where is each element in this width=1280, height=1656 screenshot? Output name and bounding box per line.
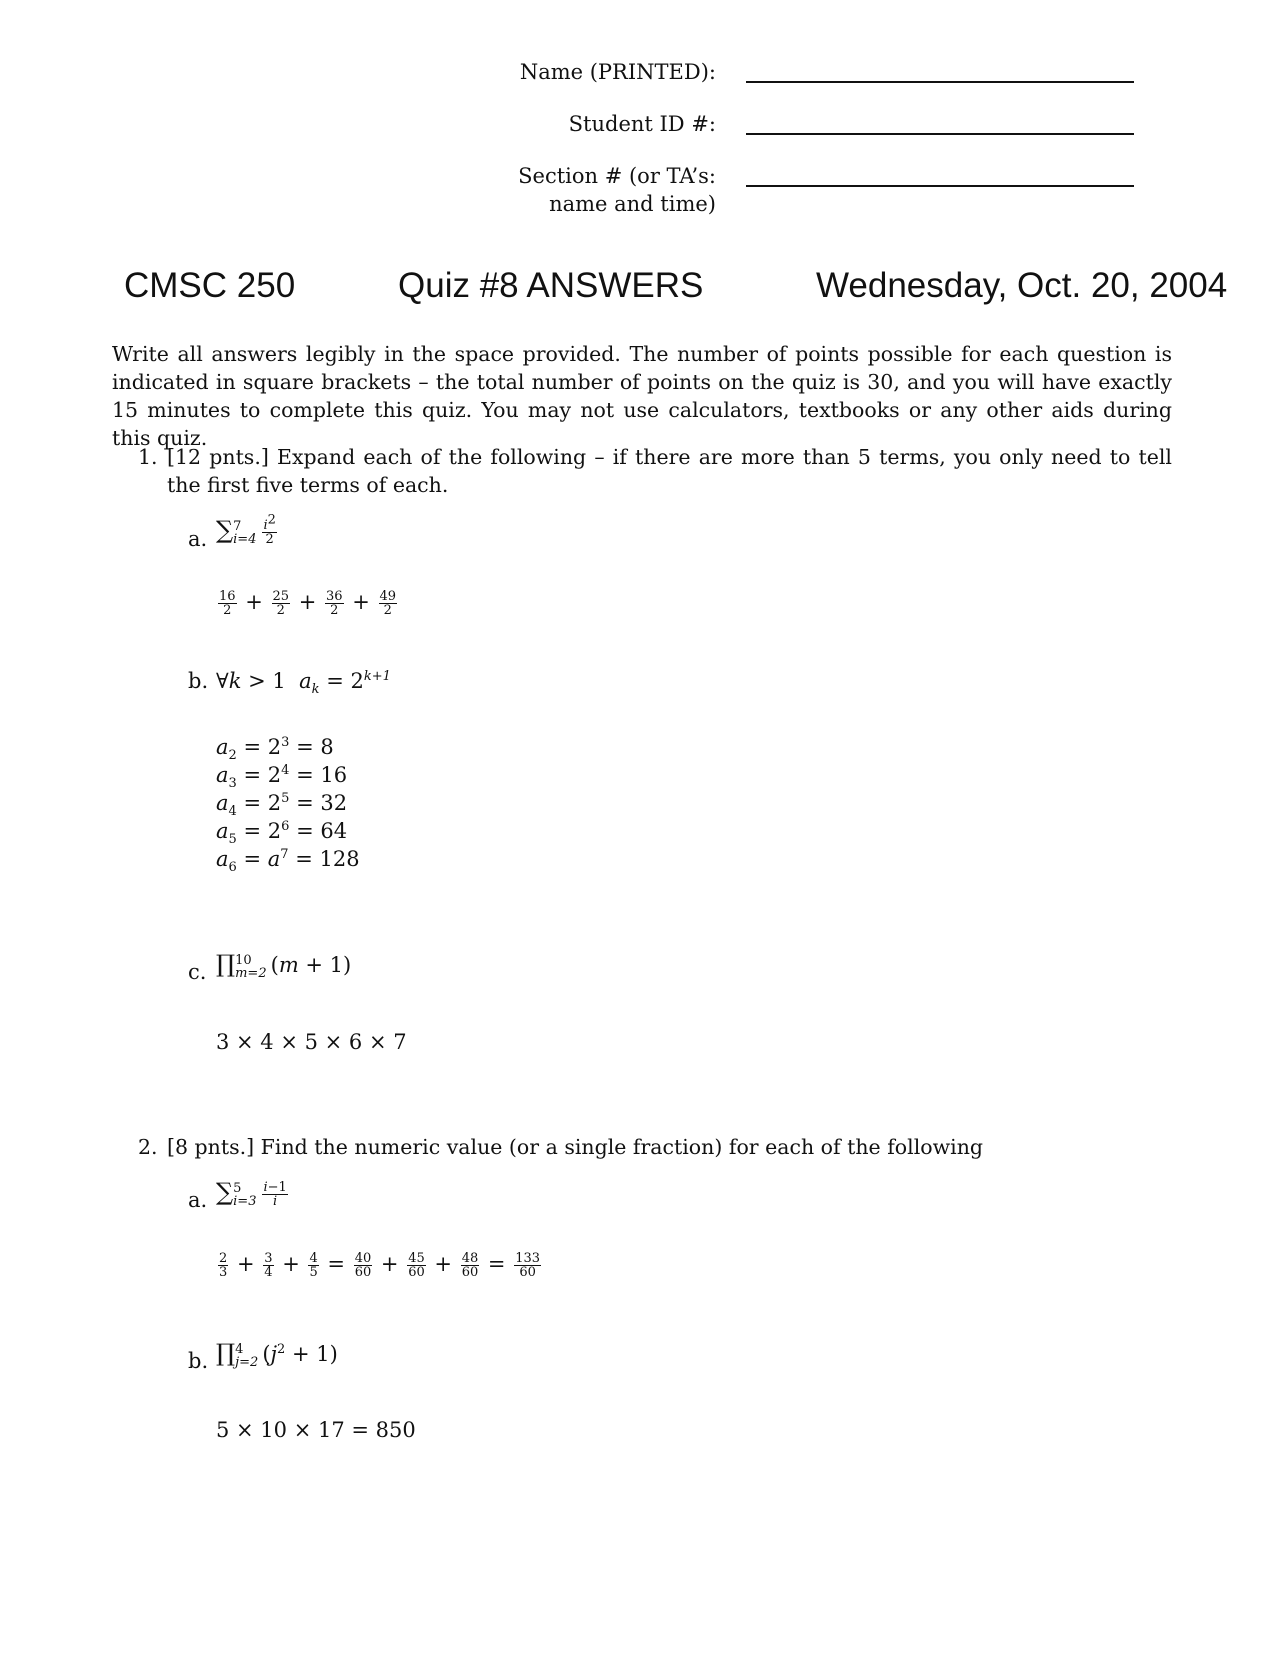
q2a-answer: $\frac{2}{3}$ + $\frac{3}{4}$ + $\frac{4}{5}$ = $\frac{40}{60}$ + $\frac{45}{60}$ + $\frac{48}{60}$ = $\frac{133}{60}$ xyxy=(219,1251,541,1280)
q1c-label: c. xyxy=(188,960,207,984)
quiz-title: Quiz #8 ANSWERS xyxy=(398,266,704,305)
q1b-answers xyxy=(216,733,360,876)
section-label: Section # (or TA’s: xyxy=(518,164,716,188)
frac-num-4: 49 xyxy=(379,589,397,604)
q2b-expression: ∏ 4 j=2 $(j^2 + 1)$ xyxy=(216,1339,338,1370)
seq-line: $a_4 = 2^5 = 32$ xyxy=(216,791,348,820)
q2b-label: b. xyxy=(188,1349,209,1373)
frac-num-2: 25 xyxy=(272,589,290,604)
q2a-label: a. xyxy=(188,1188,208,1212)
q2b-answer: 5 × 10 × 17 = 850 xyxy=(216,1418,416,1442)
student-id-label: Student ID #: xyxy=(568,112,716,136)
q1a-label: a. xyxy=(188,527,208,551)
seq-line: $a_3 = 2^4 = 16$ xyxy=(216,763,348,792)
course-code: CMSC 250 xyxy=(124,266,296,305)
quiz-date: Wednesday, Oct. 20, 2004 xyxy=(816,266,1228,305)
q1a-expression: ∑ 7 i=4 $\frac{i^2}{2}$ xyxy=(216,512,276,547)
q2-text: [8 pnts.] Find the numeric value (or a single fraction) for each of the following xyxy=(167,1135,984,1159)
name-label: Name (PRINTED): xyxy=(519,60,716,84)
frac-term: $\frac{16}{2}$ xyxy=(219,589,236,618)
q2-number: 2. xyxy=(138,1135,158,1159)
frac-num-3: 36 xyxy=(326,589,343,604)
q1-text: [12 pnts.] Expand each of the following – if there are more than 5 terms, you only need to tell the first five terms of each. xyxy=(167,445,1172,497)
seq-line: $a_6 = a^7 = 128$ xyxy=(216,847,360,876)
q1c-answer: 3 × 4 × 5 × 6 × 7 xyxy=(216,1030,407,1054)
section-label-2: name and time) xyxy=(549,192,716,216)
q1a-answer: $\frac{16}{2}$ + $\frac{25}{2}$ + $\frac{36}{2}$ + $\frac{49}{2}$ xyxy=(219,589,397,618)
q1c-expression: ∏ 10 m=2 (m + 1) xyxy=(216,950,352,981)
seq-line: $a_2 = 2^3 = 8$ xyxy=(216,735,334,764)
q2a-expression: ∑ 5 i=3 $\frac{i-1}{i}$ xyxy=(216,1178,287,1209)
student-id-line[interactable] xyxy=(746,133,1134,135)
name-line[interactable] xyxy=(746,81,1134,83)
q1b-label: b. xyxy=(188,669,209,693)
seq-line: $a_5 = 2^6 = 64$ xyxy=(216,819,348,848)
q1b-expression: ∀k > 1 $a_k = 2^{k+1}$ xyxy=(216,669,391,698)
frac-num-1: 16 xyxy=(219,589,236,604)
instructions: Write all answers legibly in the space provided. The number of points possible for each question is indicated in square brackets – the total number of points on the quiz is 30, and you will have exactly 15 minutes to complete this quiz. You may not use calculators, textbooks or any other aids during this quiz. xyxy=(112,342,1172,450)
q1-number: 1. xyxy=(138,445,158,469)
section-line[interactable] xyxy=(746,185,1134,187)
